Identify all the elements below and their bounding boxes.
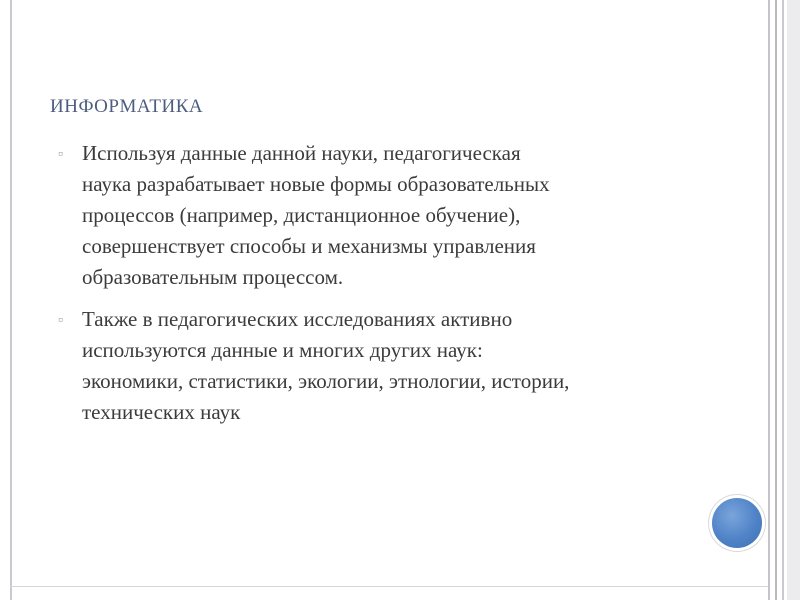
bullet-item-2 [58, 304, 738, 428]
frame-right-bar [787, 0, 800, 600]
bullet-text [82, 138, 738, 293]
bullet-line: совершенствует способы и механизмы управления [82, 234, 536, 258]
frame-right-line-3 [782, 0, 784, 600]
bullet-line: процессов (например, дистанционное обучение), [82, 203, 521, 227]
bullet-line: используются данные и многих других наук: [82, 338, 483, 362]
bullet-line: технических наук [82, 400, 241, 424]
bullet-marker-icon: ▫ [58, 147, 63, 162]
bullet-line: экономики, статистики, экологии, этнологии, истории, [82, 369, 570, 393]
bullet-line: наука разрабатывает новые формы образовательных [82, 172, 550, 196]
bullet-marker-icon: ▫ [58, 313, 63, 328]
frame-right-line-2 [775, 0, 777, 600]
frame-right-line-1 [768, 0, 770, 600]
bullet-item-1 [58, 138, 738, 293]
decorative-circle-icon [712, 498, 762, 548]
frame-left-line [10, 0, 12, 600]
bullet-line: Также в педагогических исследованиях активно [82, 307, 513, 331]
bullet-line: образовательным процессом. [82, 265, 344, 289]
slide-title: ИНФОРМАТИКА [50, 96, 204, 117]
bullet-list [58, 138, 738, 439]
frame-bottom-line [10, 586, 770, 587]
bullet-line: Используя данные данной науки, педагогическая [82, 141, 521, 165]
bullet-text [82, 304, 738, 428]
